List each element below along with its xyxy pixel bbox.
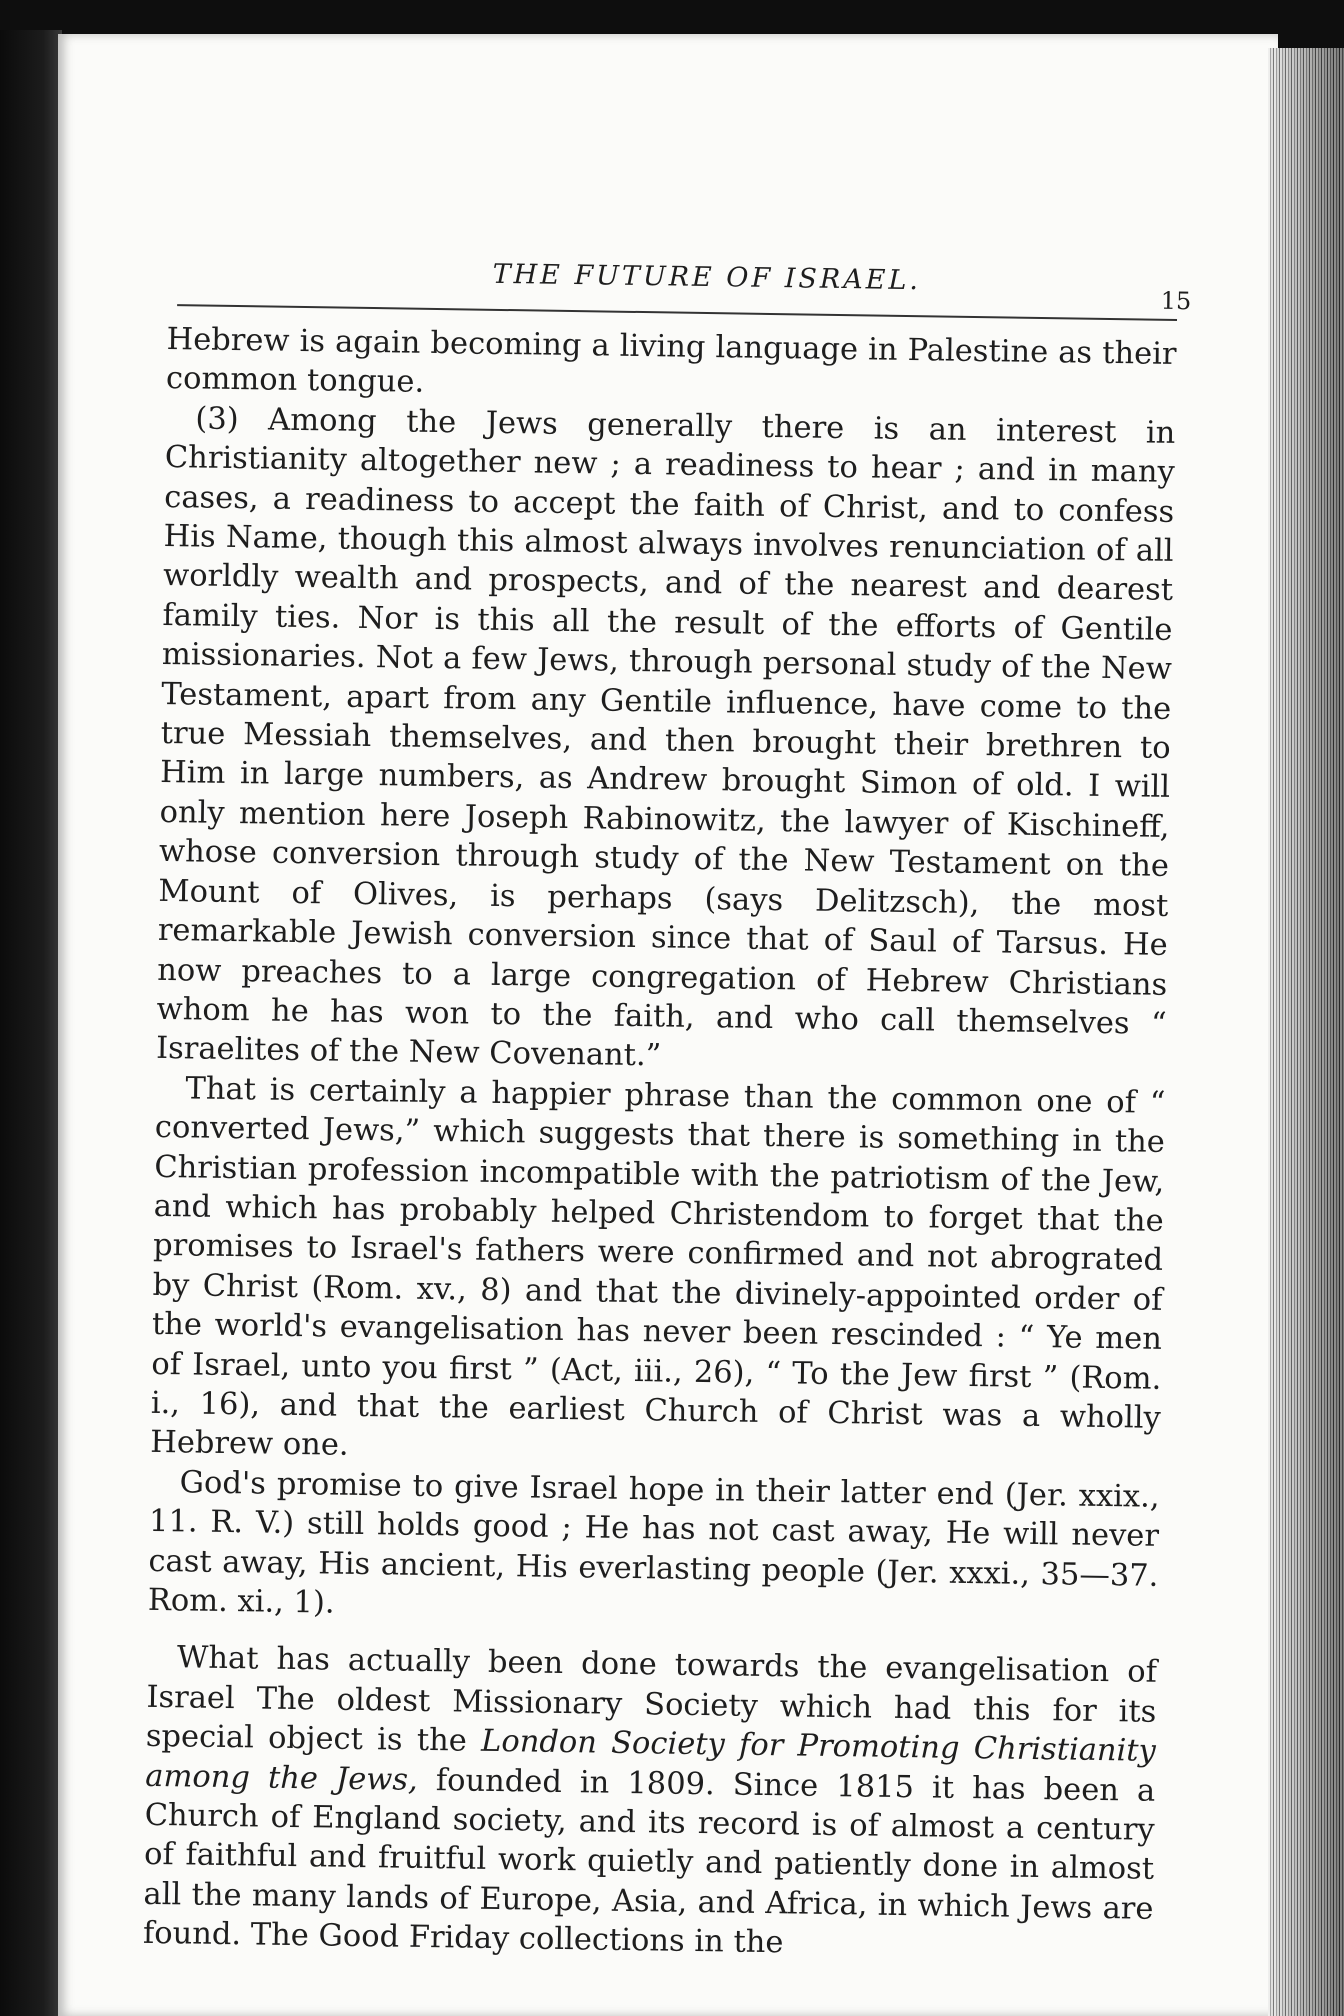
header-rule (177, 304, 1177, 321)
paragraph-last (143, 1638, 1158, 1968)
page-body (143, 320, 1177, 1968)
page-stack-shading (1268, 48, 1344, 2016)
book-binding-edge (0, 30, 62, 2016)
running-title: THE FUTURE OF ISRAEL. (492, 258, 922, 297)
paragraph: That is certainly a happier phrase than the common one of “ converted Jews,” which suggests that there is something in the Christian profession incompatible with the patriotism of the Jew, and which has probably helped Christendom to forget that the promises to Israel's fathers were confirmed and not abrograted by Christ (Rom. xv., 8) and that the divinely-appointed order of the world's evangelisation has never been rescinded : “ Ye men of Israel, unto you first ” (Act, iii., 26), “ To the Jew first ” (Rom. i., 16), and that the earliest Church of Christ was a wholly Hebrew one. (149, 1071, 1166, 1464)
text-block (142, 246, 1192, 1968)
society-title: London Society for Promoting Christianity among the Jews, (145, 1724, 1157, 1798)
paragraph: (3) Among the Jews generally there is an interest in Christianity altogether new ; a readiness to hear ; and in many cases, a readiness to accept the faith of Christ, and to confess His Name, though this almost always involves renunciation of all worldly wealth and prospects, and of the nearest and dearest family ties. Nor is this all the result of the efforts of Gentile missionaries. Not a few Jews, through personal study of the New Testament, apart from any Gentile influence, have come to the true Messiah themselves, and then brought their brethren to Him in large numbers, as Andrew brought Simon of old. I will only mention here Joseph Rabinowitz, the lawyer of Kischineff, whose conversion through study of the New Testament on the Mount of Olives, is perhaps (says Delitzsch), the most remarkable Jewish conversion since that of Saul of Tarsus. He now preaches to a large congregation of Hebrew Christians whom he has won to the faith, and who call themselves “ Israelites of the New Covenant.” (155, 401, 1176, 1074)
paragraph-text: What has actually been done towards the evangelisation of Israel The oldest Missionary Society which had this for its special object is the (145, 1640, 1158, 1759)
page-sheet (58, 34, 1278, 2016)
page-number: 15 (1160, 286, 1192, 316)
paragraph-text: founded in 1809. Since 1815 it has been a Church of England society, and its record is of almost a century of faithful and fruitful work quietly and patiently done in almost all the many lands of Europe, Asia, and Africa, in which Jews are found. The Good Friday collections in the (142, 1762, 1156, 1961)
page-header (167, 246, 1192, 335)
paragraph: God's promise to give Israel hope in their latter end (Jer. xxix., 11. R. V.) still holds good ; He has not cast away, He will never cast away, His ancient, His everlasting people (Jer. xxxi., 35—37. Rom. xi., 1). (147, 1465, 1160, 1621)
paragraph-continued: Hebrew is again becoming a living language in Palestine as their common tongue. (165, 321, 1177, 401)
